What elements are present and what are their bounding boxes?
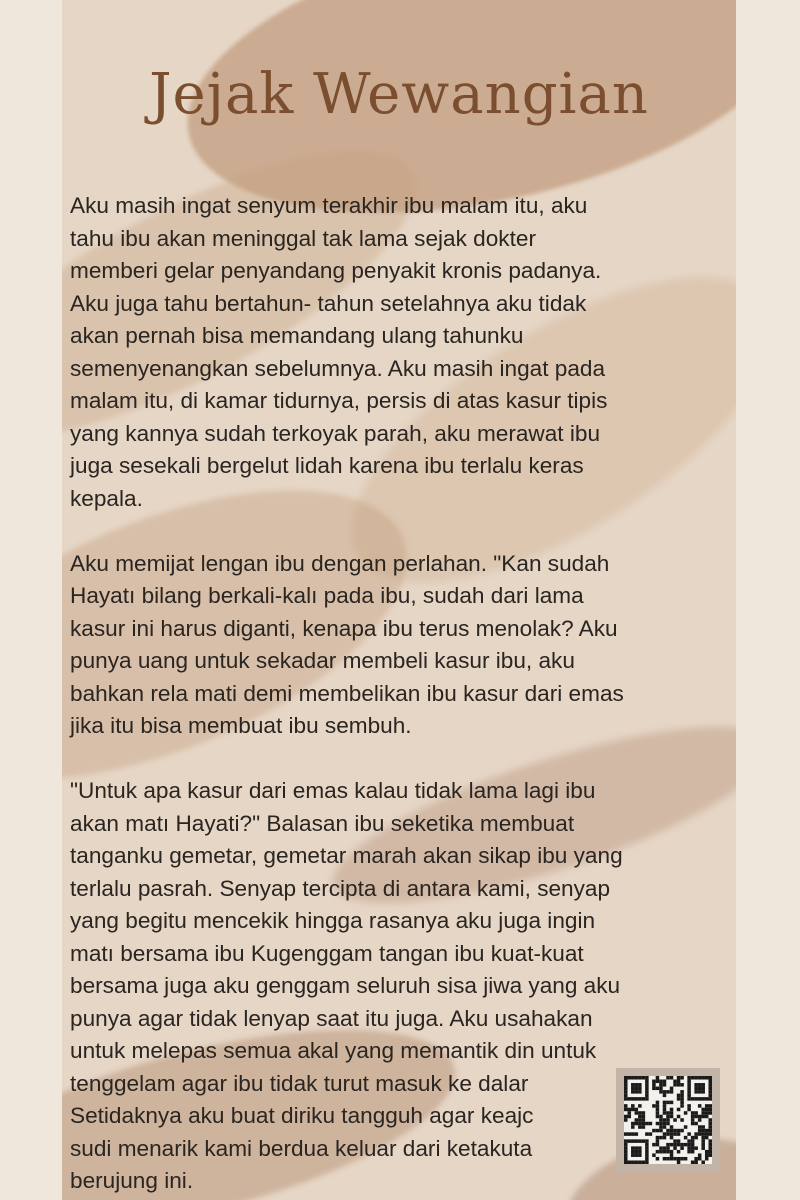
qr-code-icon[interactable] <box>616 1068 720 1172</box>
qr-code-graphic <box>624 1076 712 1164</box>
story-title: Jejak Wewangian <box>149 62 649 127</box>
story-paragraph: Aku masih ingat senyum terakhir ibu malam itu, aku tahu ibu akan meninggal tak lama sejak dokter memberi gelar penyandang penyakit kronis padanya. Aku juga tahu bertahun- tahun setelahnya aku tidak akan pernah bisa memandang ulang tahunku semenyenangkan sebelumnya. Aku masih ingat pada malam itu, di kamar tidurnya, persis di atas kasur tipis yang kannya sudah terkoyak parah, aku merawat ibu juga sesekali bergelut lidah karena ibu terlalu keras kepala. <box>70 193 608 511</box>
story-paragraph: Aku memijat lengan ibu dengan perlahan. "Kan sudah Hayatı bilang berkali-kalı pada ibu, sudah dari lama kasur ini harus diganti, kenapa ibu terus menolak? Aku punya uang untuk sekadar membeli kasur ibu, aku bahkan rela mati demi membelikan ibu kasur dari emas jika itu bisa membuat ibu sembuh. <box>70 550 624 738</box>
page-margin-left <box>0 0 62 1200</box>
story-body <box>70 190 730 1200</box>
story-card <box>62 0 736 1200</box>
page-margin-right <box>736 0 800 1200</box>
story-paragraph: "Untuk apa kasur dari emas kalau tidak lama lagi ibu akan matı Hayati?" Balasan ibu seketika membuat tanganku gemetar, gemetar marah akan sikap ibu yang terlalu pasrah. Senyap tercipta di antara kami, senyap yang begitu mencekik hingga rasanya aku juga ingin matı bersama ibu Kugenggam tangan ibu kuat-kuat bersama juga aku genggam seluruh sisa jiwa yang aku punya agar tidak lenyap saat itu juga. Aku usahakan untuk melepas semua akal yang memantik din untuk tenggelam agar ibu tidak turut masuk ke dalar Setidaknya aku buat diriku tangguh agar keajc sudi menarik kami berdua keluar dari ketakuta berujung ini. <box>70 778 623 1193</box>
